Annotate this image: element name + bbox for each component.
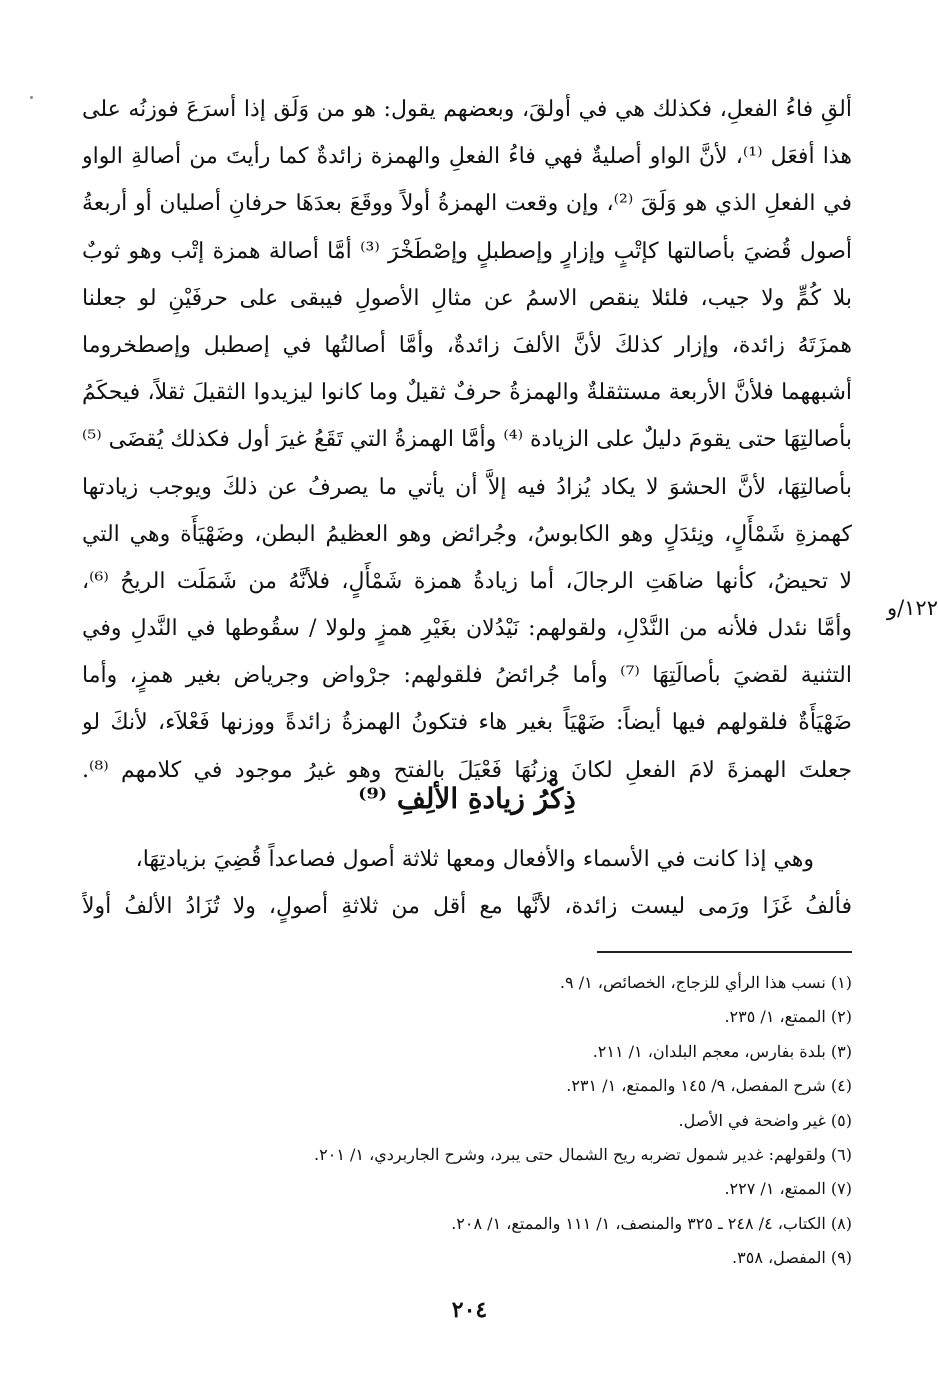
footnote-divider	[597, 951, 852, 953]
text-line: أشبههما فلأنَّ الأربعة مستثقلةٌ والهمزةُ حرفٌ ثقيلٌ وما كانوا ليزيدوا الثقيلَ ثقلاً، فيحكَمُ	[82, 380, 852, 406]
text-line: هذا أفعَل ⁽¹⁾، لأنَّ الواو أصليةٌ فهي فاءُ الفعلِ والهمزة زائدةٌ كما رأيتَ من أصالةِ الواو	[82, 144, 852, 170]
section-heading: ذِكْرُ زيادةِ الألِفِ ⁽⁹⁾	[358, 782, 576, 815]
footnote: (٦) ولقولهم: غدير شمول تضربه ريح الشمال حتى يبرد، وشرح الجاربردي، ١/ ٢٠١.	[314, 1144, 852, 1164]
footnote: (٣) بلدة بفارس، معجم البلدان، ١/ ٢١١.	[592, 1041, 852, 1061]
footnote: (٥) غير واضحة في الأصل.	[678, 1110, 852, 1130]
manuscript-folio-reference: ١٢٢/و	[886, 596, 938, 620]
text-line: كهمزةِ شَمْأَلٍ، ونِئدَلٍ وهو الكابوسُ، وجُرائض وهو العظيمُ البطن، وضَهْيَأَة وهي التي	[82, 521, 852, 547]
footnote: (٨) الكتاب، ٤/ ٢٤٨ ـ ٣٢٥ والمنصف، ١/ ١١١ والممتع، ١/ ٢٠٨.	[451, 1213, 852, 1233]
footnote: (٢) الممتع، ١/ ٢٣٥.	[724, 1007, 852, 1027]
text-line: فألفُ غَزَا ورَمى ليست زائدة، لأنَّها مع أقل من ثلاثةِ أصولٍ، ولا تُزَادُ الألفُ أولاً	[82, 894, 852, 920]
text-line: جعلتَ الهمزةَ لامَ الفعلِ لكانَ وزنُهَا فَعْيَلَ بالفتح وهو غيرُ موجود في كلامهم ⁽⁸⁾.	[82, 757, 852, 783]
footnotes-block	[82, 966, 852, 1276]
footnote: (٩) المفصل، ٣٥٨.	[732, 1248, 852, 1268]
text-line: التثنية لقضيَ بأصالَتِهَا ⁽⁷⁾ وأما جُرائضُ فلقولهم: جرْواض وجرياض بغير همزٍ، وأما	[82, 663, 852, 689]
text-line: همزَتَهُ زائدة، وإزار كذلكَ لأنَّ الألفَ زائدةٌ، وأمَّا أصالتُها في إصطبل وإصطخروما	[82, 332, 852, 358]
text-line: ألقِ فاءُ الفعلِ، فكذلك هي في أولقَ، وبعضهم يقول: هو من وَلَق إذا أسرَعَ فوزنُه على	[82, 97, 852, 122]
text-line: ضَهْيَأَةٌ فلقولهم فيها أيضاً: ضَهْيَاً بغير هاء فتكونُ الهمزةُ زائدةً ووزنها فَعْلاَء، لأنكَ لو	[82, 710, 852, 736]
scan-speck	[30, 96, 33, 99]
text-line: لا تحيضُ، كأنها ضاهَتِ الرجالَ، أما زيادةُ همزة شَمْأَلٍ، فلأنَّهُ من شَمَلَت الريحُ ⁽⁶⁾،	[82, 568, 852, 594]
text-line: في الفعلِ الذي هو وَلَقَ ⁽²⁾، وإن وقعت الهمزةُ أولاً ووقَعَ بعدَهَا حرفانِ أصليان أو أربعةُ	[82, 191, 852, 217]
text-line: وأمَّا نئدل فلأنه من النَّدْلِ، ولقولهم: نَيْدُلان بغَيْرِ همزٍ ولولا / سقُوطها في النَّدلِ وفي	[82, 616, 852, 642]
page-number: ٢٠٤	[451, 1297, 488, 1323]
footnote: (٤) شرح المفصل، ٩/ ١٤٥ والممتع، ١/ ٢٣١.	[566, 1076, 852, 1096]
text-line: بأصالتِهَا حتى يقومَ دليلٌ على الزيادة ⁽⁴⁾ وأمَّا الهمزةُ التي تَقَعُ غيرَ أول فكذلك يُقضَى ⁽⁵⁾	[82, 427, 852, 453]
footnote: (١) نسب هذا الرأي للزجاج، الخصائص، ١/ ٩.	[559, 973, 852, 992]
text-line: أصول قُضيَ بأصالتها كإتْبٍ وإزارٍ وإصطبلٍ وإصْطَخْرَ ⁽³⁾ أمَّا أصالة همزة إتْب وهو ثوبٌ	[82, 238, 852, 264]
footnote: (٧) الممتع، ١/ ٢٢٧.	[724, 1179, 852, 1199]
text-line: بأصالتِهَا، لأنَّ الحشوَ لا يكاد يُزادُ فيه إلاَّ أن يأتي ما يصرفُ عن ذلكَ ويوجب زيادتها	[82, 474, 852, 500]
section-text-block	[82, 836, 852, 930]
main-text-block	[82, 86, 852, 794]
text-line: بلا كُمٍّ ولا جيب، فلئلا ينقص الاسمُ عن مثالِ الأصولِ فيبقى على حرفَيْنِ لو جعلنا	[82, 285, 852, 311]
text-line: وهي إذا كانت في الأسماء والأفعال ومعها ثلاثة أصول فصاعداً قُضِيَ بزيادتِهَا،	[135, 847, 814, 872]
